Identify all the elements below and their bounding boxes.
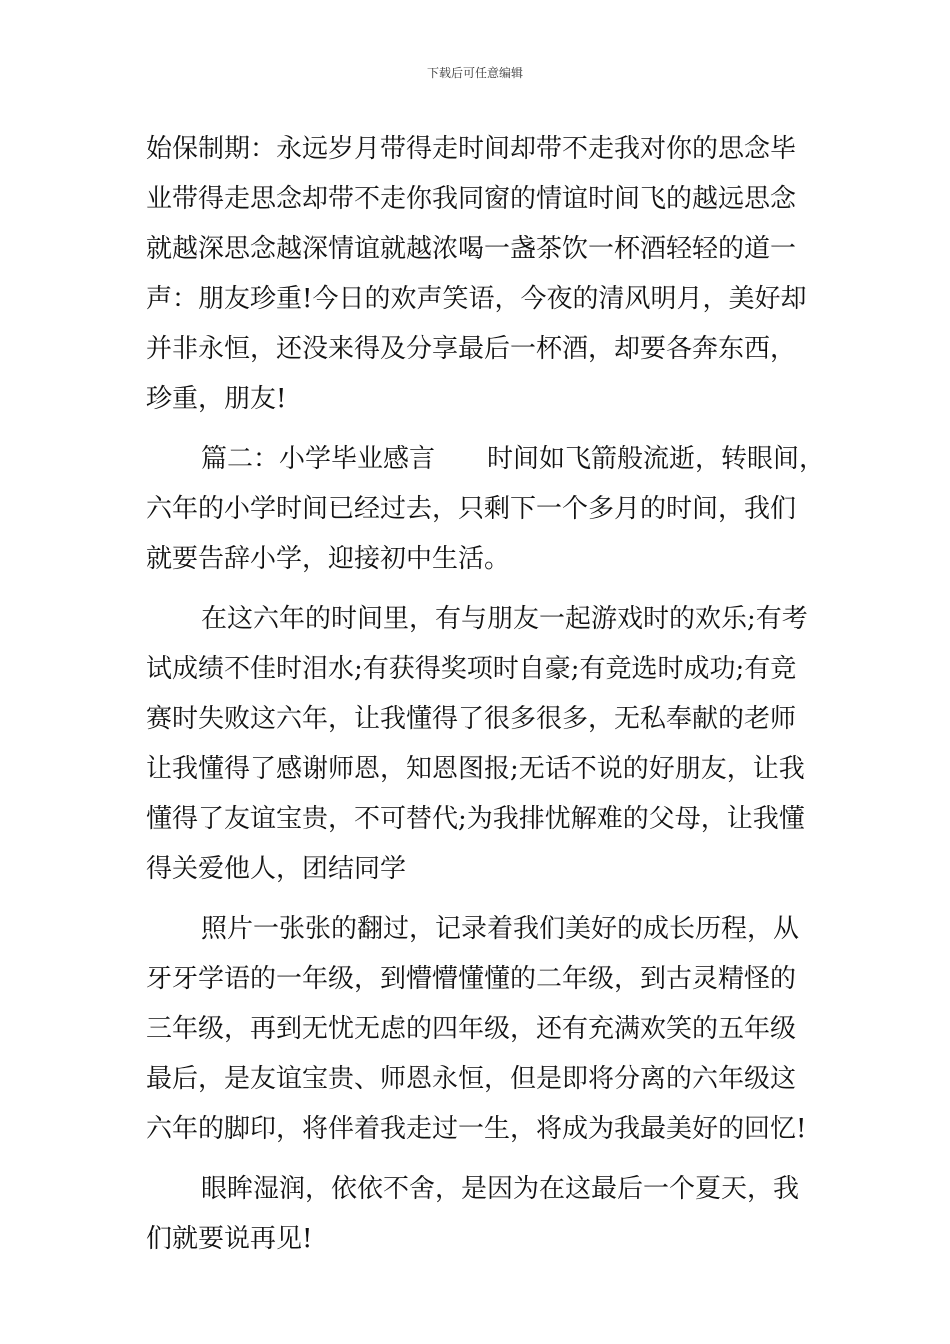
text-line: 在这六年的时间里，有与朋友一起游戏时的欢乐;有考: [201, 604, 808, 634]
paragraph-gap: [146, 1154, 846, 1164]
text-line: 眼眸湿润，依依不舍，是因为在这最后一个夏天，我: [201, 1174, 800, 1204]
text-line: 始保制期：永远岁月带得走时间却带不走我对你的思念毕: [146, 134, 797, 164]
text-line: 声：朋友珍重!今日的欢声笑语，今夜的清风明月，美好却: [146, 284, 807, 314]
text-line: 赛时失败这六年，让我懂得了很多很多，无私奉献的老师: [146, 704, 797, 734]
text-line: 牙牙学语的一年级，到懵懵懂懂的二年级，到古灵精怪的: [146, 964, 797, 994]
document-body: [146, 124, 846, 1264]
text-line: 试成绩不佳时泪水;有获得奖项时自豪;有竞选时成功;有竞: [146, 654, 797, 684]
paragraph: [146, 904, 846, 1154]
text-line: 业带得走思念却带不走你我同窗的情谊时间飞的越远思念: [146, 184, 797, 214]
paragraph: [146, 1164, 846, 1264]
text-line: 三年级，再到无忧无虑的四年级，还有充满欢笑的五年级: [146, 1014, 797, 1044]
text-line: 最后，是友谊宝贵、师恩永恒，但是即将分离的六年级这: [146, 1064, 797, 1094]
text-line: 得关爱他人，团结同学: [146, 854, 407, 884]
text-line: 珍重，朋友!: [146, 384, 287, 414]
paragraph-gap: [146, 584, 846, 594]
text-line: 六年的脚印，将伴着我走过一生，将成为我最美好的回忆!: [146, 1114, 807, 1144]
paragraph: [146, 594, 846, 894]
text-line: 照片一张张的翻过，记录着我们美好的成长历程，从: [201, 914, 800, 944]
text-line: 们就要说再见!: [146, 1224, 313, 1254]
text-line: 篇二：小学毕业感言 时间如飞箭般流逝，转眼间，: [201, 444, 826, 474]
text-line: 就越深思念越深情谊就越浓喝一盏茶饮一杯酒轻轻的道一: [146, 234, 797, 264]
page-header: 下载后可任意编辑: [426, 66, 523, 80]
text-line: 六年的小学时间已经过去，只剩下一个多月的时间，我们: [146, 494, 797, 524]
text-line: 就要告辞小学，迎接初中生活。: [146, 544, 511, 574]
paragraph: [146, 434, 846, 584]
text-line: 懂得了友谊宝贵，不可替代;为我排忧解难的父母，让我懂: [146, 804, 805, 834]
paragraph: [146, 124, 846, 424]
paragraph-gap: [146, 894, 846, 904]
paragraph-gap: [146, 424, 846, 434]
text-line: 并非永恒，还没来得及分享最后一杯酒，却要各奔东西，: [146, 334, 797, 364]
text-line: 让我懂得了感谢师恩，知恩图报;无话不说的好朋友，让我: [146, 754, 805, 784]
